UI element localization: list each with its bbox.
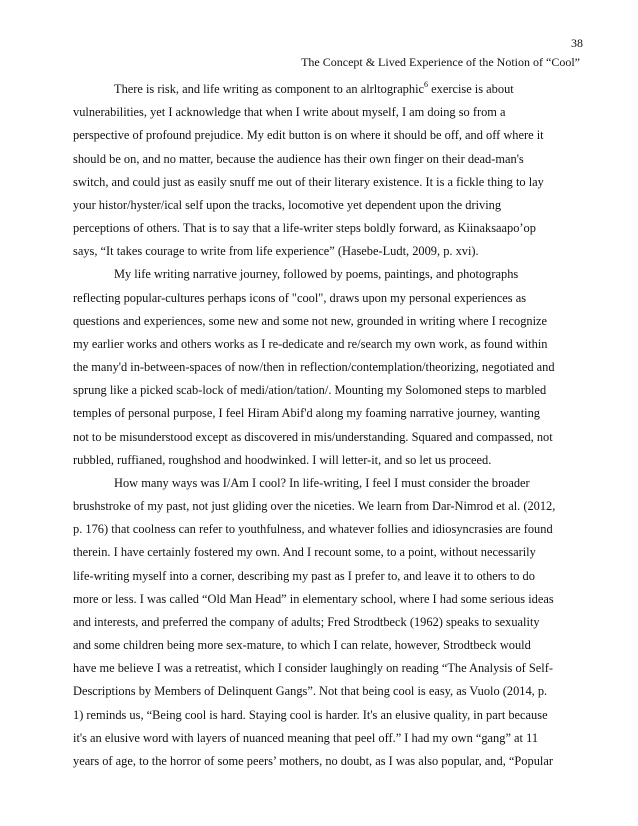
text-line: My life writing narrative journey, followed by poems, paintings, and photographs: [114, 267, 519, 282]
text-line: 1) reminds us, “Being cool is hard. Staying cool is harder. It's an elusive quality, in part because: [73, 707, 548, 722]
text-line: brushstroke of my past, not just gliding over the niceties. We learn from Dar-Nimrod et al. (2012,: [73, 499, 556, 514]
text-line: [73, 78, 579, 101]
text-line: not to be misunderstood except as discovered in mis/understanding. Squared and compassed, not: [73, 429, 553, 444]
text-line: and some children being more sex-mature, to which I can relate, however, Strodtbeck would: [73, 638, 531, 653]
running-head: The Concept & Lived Experience of the Notion of “Cool”: [301, 55, 580, 69]
text-line: life-writing myself into a corner, describing my past as I prefer to, and leave it to others to do: [73, 568, 535, 583]
text-line: rubbled, ruffianed, roughshod and hoodwinked. I will letter-it, and so let us proceed.: [73, 452, 492, 467]
text-line: questions and experiences, some new and some not new, grounded in writing where I recognize: [73, 313, 548, 328]
footnote-marker: 6: [424, 79, 429, 89]
body-text: [73, 78, 579, 773]
text-line: How many ways was I/Am I cool? In life-writing, I feel I must consider the broader: [114, 475, 530, 490]
text-line: years of age, to the horror of some peers’ mothers, no doubt, as I was also popular, and, “Popular: [73, 753, 553, 768]
text-line: my earlier works and others works as I re-dedicate and re/search my own work, as found within: [73, 336, 548, 351]
text-line: reflecting popular-cultures perhaps icons of "cool", draws upon my personal experiences as: [73, 290, 527, 305]
text-line: and interests, and preferred the company of adults; Fred Strodtbeck (1962) speaks to sexuality: [73, 614, 540, 629]
text-line: therein. I have certainly fostered my own. And I recount some, to a point, without necessarily: [73, 545, 536, 560]
page-number: 38: [571, 36, 583, 50]
text-line: p. 176) that coolness can refer to youthfulness, and whatever follies and idiosyncrasies are found: [73, 522, 553, 537]
text-line: the many'd in-between-spaces of now/then in reflection/contemplation/theorizing, negotiated and: [73, 360, 555, 375]
text-line: sprung like a picked scab-lock of medi/ation/tation/. Mounting my Solomoned steps to marbled: [73, 383, 547, 398]
text-line: temples of personal purpose, I feel Hiram Abif'd along my foaming narrative journey, wanting: [73, 406, 540, 421]
text-line: perceptions of others. That is to say that a life-writer steps boldly forward, as Kiinaksaapo’op: [73, 221, 536, 236]
text-line: more or less. I was called “Old Man Head” in elementary school, where I had some serious ideas: [73, 591, 554, 606]
text-line: perspective of profound prejudice. My edit button is on where it should be off, and off where it: [73, 128, 544, 143]
text-line: have me believe I was a retreatist, which I consider laughingly on reading “The Analysis of Self-: [73, 661, 553, 676]
text-line: Descriptions by Members of Delinquent Gangs”. Not that being cool is easy, as Vuolo (2014, p.: [73, 684, 548, 699]
text-line-content: There is risk, and life writing as component to an alrltographic: [114, 82, 425, 96]
text-line: says, “It takes courage to write from life experience” (Hasebe-Ludt, 2009, p. xvi).: [73, 244, 479, 259]
text-line-tail: exercise is about: [428, 82, 514, 96]
text-line: switch, and could just as easily snuff me out of their literary existence. It is a fickle thing to lay: [73, 174, 544, 189]
text-line: should be on, and no matter, because the audience has their own finger on their dead-man's: [73, 151, 524, 166]
text-line: your histor/hyster/ical self upon the tracks, locomotive yet dependent upon the driving: [73, 197, 502, 212]
text-line: it's an elusive word with layers of nuanced meaning that peel off.” I had my own “gang” at 11: [73, 730, 539, 745]
text-line: vulnerabilities, yet I acknowledge that when I write about myself, I am doing so from a: [73, 105, 506, 120]
